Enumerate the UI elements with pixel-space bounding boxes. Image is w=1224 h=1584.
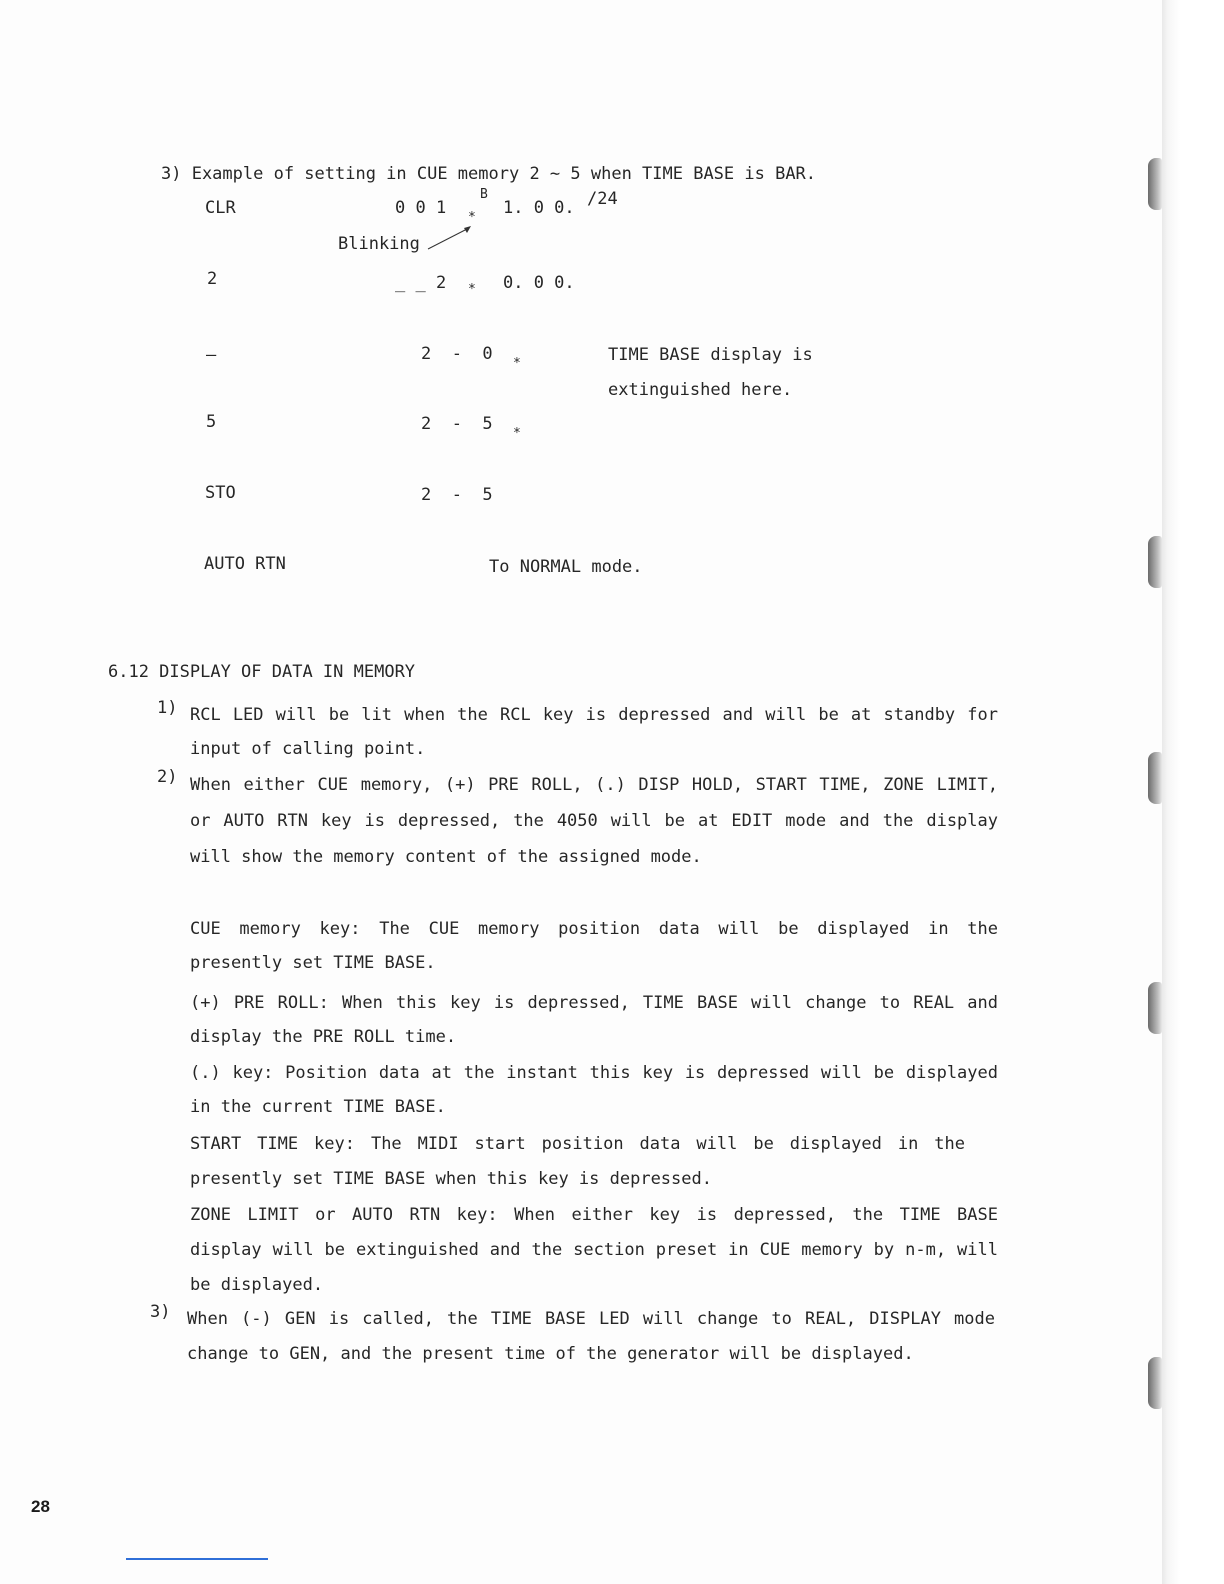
paragraph: RCL LED will be lit when the RCL key is depressed and will be at standby for input of calling point. bbox=[190, 705, 998, 759]
display-value: 0. 0 0. bbox=[503, 273, 575, 293]
denominator-superscript: /24 bbox=[587, 189, 618, 209]
bottom-rule bbox=[126, 1558, 268, 1560]
paragraph: CUE memory key: The CUE memory position data will be displayed in the presently set TIME BASE. bbox=[190, 919, 998, 973]
pointer-arrow-icon bbox=[425, 222, 475, 254]
blink-marker: * bbox=[513, 426, 521, 441]
paragraph: When (-) GEN is called, the TIME BASE LED will change to REAL, DISPLAY mode change to GEN, and the present time of the generator will be displayed. bbox=[187, 1309, 995, 1364]
note-text: extinguished here. bbox=[608, 380, 793, 400]
section-heading: 6.12 DISPLAY OF DATA IN MEMORY bbox=[108, 662, 416, 682]
binder-hole-icon bbox=[1148, 982, 1162, 1034]
paragraph: START TIME key: The MIDI start position data will be displayed in the presently set TIME BASE when this key is depressed. bbox=[190, 1134, 965, 1189]
example-heading: 3) Example of setting in CUE memory 2 ∼ 5 when TIME BASE is BAR. bbox=[161, 164, 817, 184]
item-number: 2) bbox=[157, 767, 178, 787]
blink-marker: * bbox=[468, 282, 476, 297]
display-value: 2 - 5 bbox=[421, 485, 493, 505]
binder-hole-icon bbox=[1148, 752, 1162, 804]
display-value: 2 - 0 bbox=[421, 344, 493, 364]
key-label: 5 bbox=[206, 412, 217, 432]
blinking-label: Blinking bbox=[338, 234, 420, 254]
blink-marker: * bbox=[513, 356, 521, 371]
item-number: 3) bbox=[150, 1302, 171, 1322]
item-number: 1) bbox=[157, 698, 178, 718]
display-value: 1. 0 0. bbox=[503, 198, 575, 218]
note-text: TIME BASE display is bbox=[608, 345, 813, 365]
binder-hole-icon bbox=[1148, 1357, 1162, 1409]
bar-superscript: B bbox=[480, 187, 488, 202]
key-label: AUTO RTN bbox=[204, 554, 286, 574]
blink-marker: * bbox=[468, 210, 476, 225]
paragraph: When either CUE memory, (+) PRE ROLL, (.) DISP HOLD, START TIME, ZONE LIMIT, or AUTO RTN key is depressed, the 4050 will be at EDIT mode and the display will show the memory content of the assigned mode. bbox=[190, 775, 998, 867]
display-value: 2 - 5 bbox=[421, 414, 493, 434]
binder-hole-icon bbox=[1148, 536, 1162, 588]
page-number: 28 bbox=[31, 1497, 50, 1516]
key-label: 2 bbox=[207, 269, 218, 289]
page-edge bbox=[1162, 0, 1224, 1584]
key-label: STO bbox=[205, 483, 236, 503]
note-text: To NORMAL mode. bbox=[489, 557, 643, 577]
key-label-clr: CLR bbox=[205, 198, 236, 218]
display-value: 0 0 1 bbox=[395, 198, 447, 218]
display-value: _ _ 2 bbox=[395, 273, 447, 293]
paragraph: (+) PRE ROLL: When this key is depressed, TIME BASE will change to REAL and display the PRE ROLL time. bbox=[190, 993, 998, 1047]
paragraph: ZONE LIMIT or AUTO RTN key: When either key is depressed, the TIME BASE display will be extinguished and the section preset in CUE memory by n-m, will be displayed. bbox=[190, 1205, 998, 1295]
key-label: – bbox=[206, 345, 217, 365]
binder-hole-icon bbox=[1148, 158, 1162, 210]
paragraph: (.) key: Position data at the instant this key is depressed will be displayed in the current TIME BASE. bbox=[190, 1063, 998, 1117]
